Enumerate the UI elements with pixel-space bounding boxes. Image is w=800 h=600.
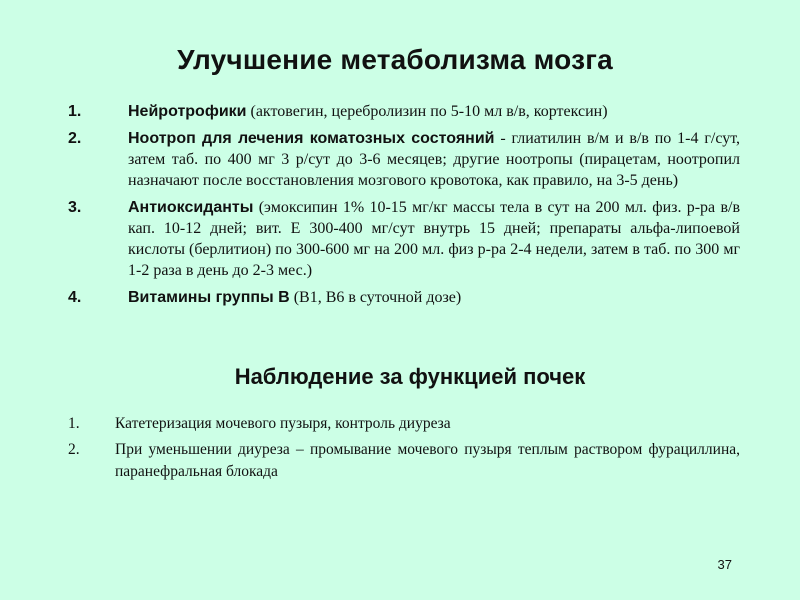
item-text — [128, 101, 740, 122]
list-item — [68, 287, 740, 308]
item-text — [128, 197, 740, 281]
item-number: 2. — [68, 130, 82, 147]
item-number: 1. — [68, 415, 80, 432]
kidney-list — [68, 413, 740, 487]
section-subtitle: Наблюдение за функцией почек — [234, 364, 586, 389]
list-item — [68, 413, 740, 435]
list-item — [68, 101, 740, 122]
item-description: (эмоксипин 1% 10-15 мг/кг массы тела в сут на 200 мл. физ. р-ра в/в кап. 10-12 дней; вит. Е 300-400 мг/сут внутрь 15 дней; препараты альфа-липоевой кислоты (берлитион) по 300-600 мг на 200 мл. физ р-ра 2-4 недели, затем в таб. по 300 мг 1-2 раза в день до 2-3 мес.) — [128, 199, 740, 279]
metabolism-list — [68, 101, 740, 314]
item-heading: Нейротрофики — [128, 103, 247, 120]
item-text: При уменьшении диуреза – промывание мочевого пузыря теплым раствором фурациллина, паранефральная блокада — [115, 441, 740, 480]
item-description: - глиатилин в/м и в/в по 1-4 г/сут, затем таб. по 400 мг 3 р/сут до 3-6 месяцев; другие ноотропы (пирацетам, ноотропил назначают после восстановления мозгового кровотока, как правило, на 3-5 день) — [128, 130, 741, 189]
item-text: Катетеризация мочевого пузыря, контроль диуреза — [115, 415, 451, 432]
item-text — [128, 128, 740, 191]
item-description: (актовегин, церебролизин по 5-10 мл в/в, кортексин) — [246, 103, 608, 120]
item-heading: Антиоксиданты — [128, 199, 254, 216]
item-text — [128, 287, 740, 308]
list-item — [68, 439, 740, 483]
item-number: 3. — [68, 199, 82, 216]
item-number: 4. — [68, 289, 82, 306]
item-description: (В1, В6 в суточной дозе) — [289, 289, 462, 306]
slide-title: Улучшение метаболизма мозга — [177, 44, 613, 75]
list-item — [68, 128, 740, 191]
item-heading: Витамины группы В — [128, 289, 290, 306]
item-number: 2. — [68, 441, 80, 458]
page-number: 37 — [717, 557, 732, 572]
item-number: 1. — [68, 103, 82, 120]
item-heading: Ноотроп для лечения коматозных состояний — [128, 130, 495, 147]
list-item — [68, 197, 740, 281]
